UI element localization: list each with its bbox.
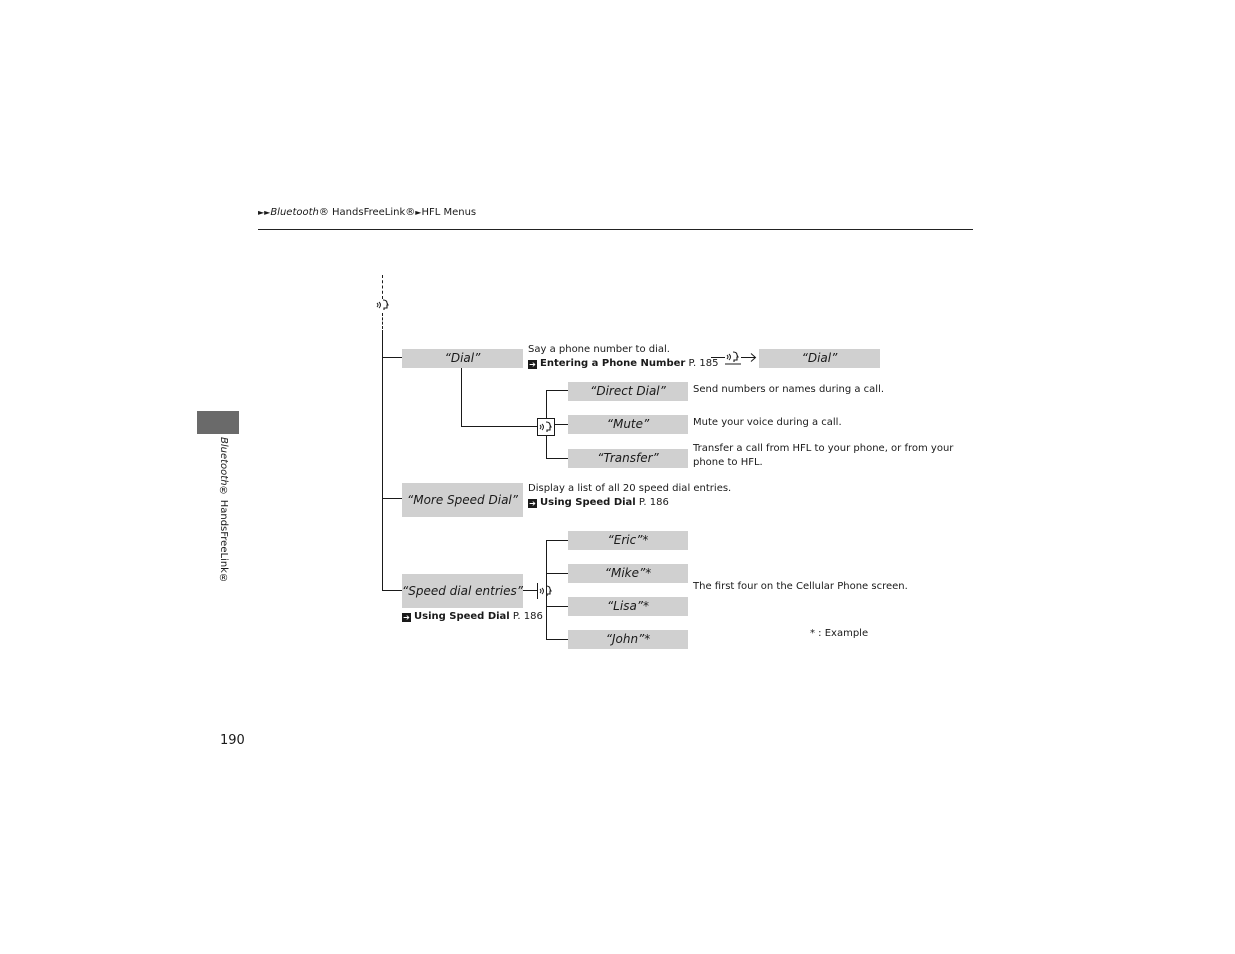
mike-command: “Mike”*: [568, 564, 688, 583]
chapter-tab-handsfreelink: ® HandsFreeLink®: [218, 485, 229, 584]
speed-dial-entries-reference-page: P. 186: [509, 611, 543, 622]
tree-branch-entries: [382, 590, 402, 591]
chapter-tab: [197, 411, 239, 434]
dial-description-text: Say a phone number to dial.: [528, 344, 670, 355]
transfer-command: “Transfer”: [568, 449, 688, 468]
tree-branch-dial: [382, 357, 402, 358]
breadcrumb-section: HFL Menus: [421, 207, 477, 218]
arrow-right-icon: [741, 352, 757, 363]
entries-connector: [523, 590, 537, 591]
breadcrumb-arrow: ►: [415, 208, 422, 217]
dial-description: [528, 343, 718, 371]
dial-result-connector: [711, 357, 725, 358]
transfer-description-line1: Transfer a call from HFL to your phone, or from your: [693, 443, 954, 454]
john-command: “John”*: [568, 630, 688, 649]
incall-vertical-bottom: [546, 436, 547, 458]
more-speed-dial-reference[interactable]: [528, 496, 731, 510]
dial-result-command: “Dial”: [759, 349, 880, 368]
talk-voice-icon: [725, 349, 741, 365]
entries-branch-lisa: [546, 606, 568, 607]
tree-dashed-bottom: [382, 313, 383, 329]
tree-trunk: [382, 330, 383, 591]
speed-dial-entries-reference[interactable]: [402, 610, 543, 624]
dial-reference[interactable]: [528, 357, 718, 371]
reference-arrow-icon: ➔: [529, 360, 536, 369]
dial-sub-horizontal: [461, 426, 537, 427]
dial-reference-page: P. 185: [685, 358, 719, 369]
more-speed-dial-reference-title[interactable]: Using Speed Dial: [540, 497, 636, 508]
talk-voice-icon: [537, 583, 553, 599]
more-speed-dial-text: Display a list of all 20 speed dial entries.: [528, 483, 732, 494]
transfer-description: [693, 442, 953, 470]
header-rule: [258, 229, 973, 230]
mute-command: “Mute”: [568, 415, 688, 434]
speed-dial-entries-command: “Speed dial entries”: [402, 574, 523, 608]
more-speed-dial-command: “More Speed Dial”: [402, 483, 523, 517]
chapter-tab-bluetooth: Bluetooth: [218, 437, 229, 486]
breadcrumb-bluetooth: Bluetooth: [270, 207, 319, 218]
entries-branch-john: [546, 639, 568, 640]
in-call-voice-box: [537, 418, 555, 436]
eric-command: “Eric”*: [568, 531, 688, 550]
chapter-tab-label: [218, 437, 229, 584]
direct-dial-description: Send numbers or names during a call.: [693, 384, 885, 395]
talk-voice-icon: [375, 297, 391, 313]
incall-vertical-top: [546, 390, 547, 418]
dial-command: “Dial”: [402, 349, 523, 368]
reference-arrow-icon: ➔: [529, 499, 536, 508]
reference-arrow-icon: ➔: [403, 613, 410, 622]
first-four-description: The first four on the Cellular Phone screen.: [693, 581, 908, 592]
transfer-description-line2: phone to HFL.: [693, 457, 763, 468]
incall-branch-mute: [555, 424, 568, 425]
tree-branch-more: [382, 498, 402, 499]
example-note: * : Example: [810, 628, 869, 639]
talk-voice-icon: [538, 419, 554, 435]
incall-branch-direct: [546, 390, 568, 391]
direct-dial-command: “Direct Dial”: [568, 382, 688, 401]
lisa-command: “Lisa”*: [568, 597, 688, 616]
dial-reference-title[interactable]: Entering a Phone Number: [540, 358, 686, 369]
entries-vertical: [546, 540, 547, 639]
entries-branch-eric: [546, 540, 568, 541]
tree-dashed-top: [382, 275, 383, 299]
dial-sub-vertical: [461, 368, 462, 427]
breadcrumb-arrows: ►►: [258, 208, 271, 217]
breadcrumb-handsfreelink: ® HandsFreeLink®: [318, 207, 416, 218]
more-speed-dial-description: [528, 482, 731, 510]
more-speed-dial-reference-page: P. 186: [635, 497, 669, 508]
entries-branch-mike: [546, 573, 568, 574]
mute-description: Mute your voice during a call.: [693, 417, 842, 428]
speed-dial-entries-reference-title[interactable]: Using Speed Dial: [414, 611, 510, 622]
page-number: 190: [220, 733, 245, 748]
breadcrumb: [258, 207, 476, 218]
incall-branch-transfer: [546, 458, 568, 459]
